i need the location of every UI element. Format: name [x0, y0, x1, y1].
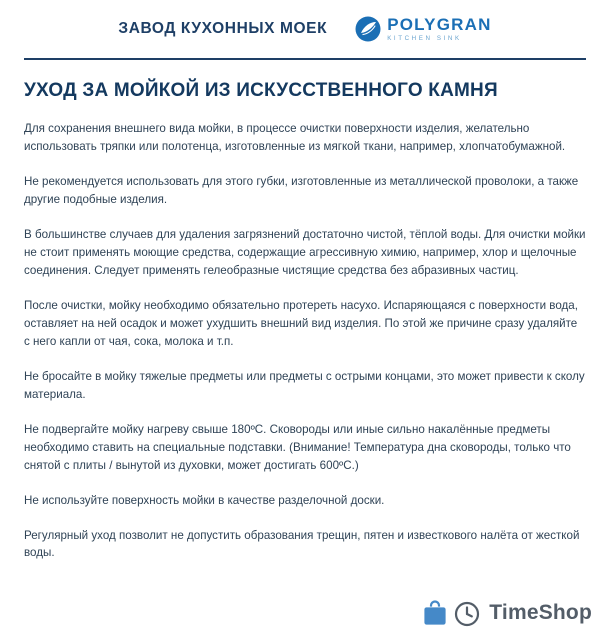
paragraph: В большинстве случаев для удаления загрязнений достаточно чистой, тёплой воды. Для очистки мойки не стоит применять моющие средства, содержащие агрессивную химию, например, хлор и щелочные соединения. Следует применять гелеобразные чистящие средства без абразивных частиц. — [24, 227, 586, 277]
polygran-shell-icon — [355, 16, 381, 42]
watermark-text: TimeShop — [489, 601, 592, 624]
watermark-icons — [420, 598, 482, 628]
paragraph: Не бросайте в мойку тяжелые предметы или предметы с острыми концами, это может привести к сколу материала. — [24, 369, 585, 401]
paragraph: Не рекомендуется использовать для этого губки, изготовленные из металлической проволоки, а также другие подобные изделия. — [24, 174, 579, 206]
paragraph: Не подвергайте мойку нагреву свыше 180ºС. Сковороды или иные сильно накалённые предметы необходимо ставить на специальные подставки. (Внимание! Температура дна сковороды, только что снятой с плиты / вынутой из духовки, может достигать 600ºС.) — [24, 422, 571, 472]
logo-text — [387, 16, 491, 42]
page-title: УХОД ЗА МОЙКОЙ ИЗ ИСКУССТВЕННОГО КАМНЯ — [24, 80, 498, 101]
paragraph: Регулярный уход позволит не допустить образования трещин, пятен и известкового налёта от жесткой воды. — [24, 528, 580, 560]
timeshop-watermark — [420, 598, 592, 628]
header-title: ЗАВОД КУХОННЫХ МОЕК — [118, 20, 328, 37]
document-body — [24, 120, 586, 562]
paragraph: После очистки, мойку необходимо обязательно протереть насухо. Испаряющаяся с поверхности вода, оставляет на ней осадок и может ухудшить внешний вид изделия. По этой же причине сразу удаляйте с него капли от чая, сока, молока и т.п. — [24, 298, 578, 348]
clock-icon — [452, 598, 482, 628]
paragraph: Для сохранения внешнего вида мойки, в процессе очистки поверхности изделия, желательно использовать тряпки или полотенца, изготовленные из мягкой ткани, например, хлопчатобумажной. — [24, 122, 566, 153]
logo-name: POLYGRAN — [387, 14, 492, 34]
paragraph: Не используйте поверхность мойки в качестве разделочной доски. — [24, 493, 385, 507]
header-divider — [24, 58, 586, 60]
bag-icon — [420, 598, 450, 628]
brand-logo — [355, 16, 491, 42]
page-header — [24, 0, 586, 58]
logo-subtitle: KITCHEN SINK — [387, 34, 462, 42]
